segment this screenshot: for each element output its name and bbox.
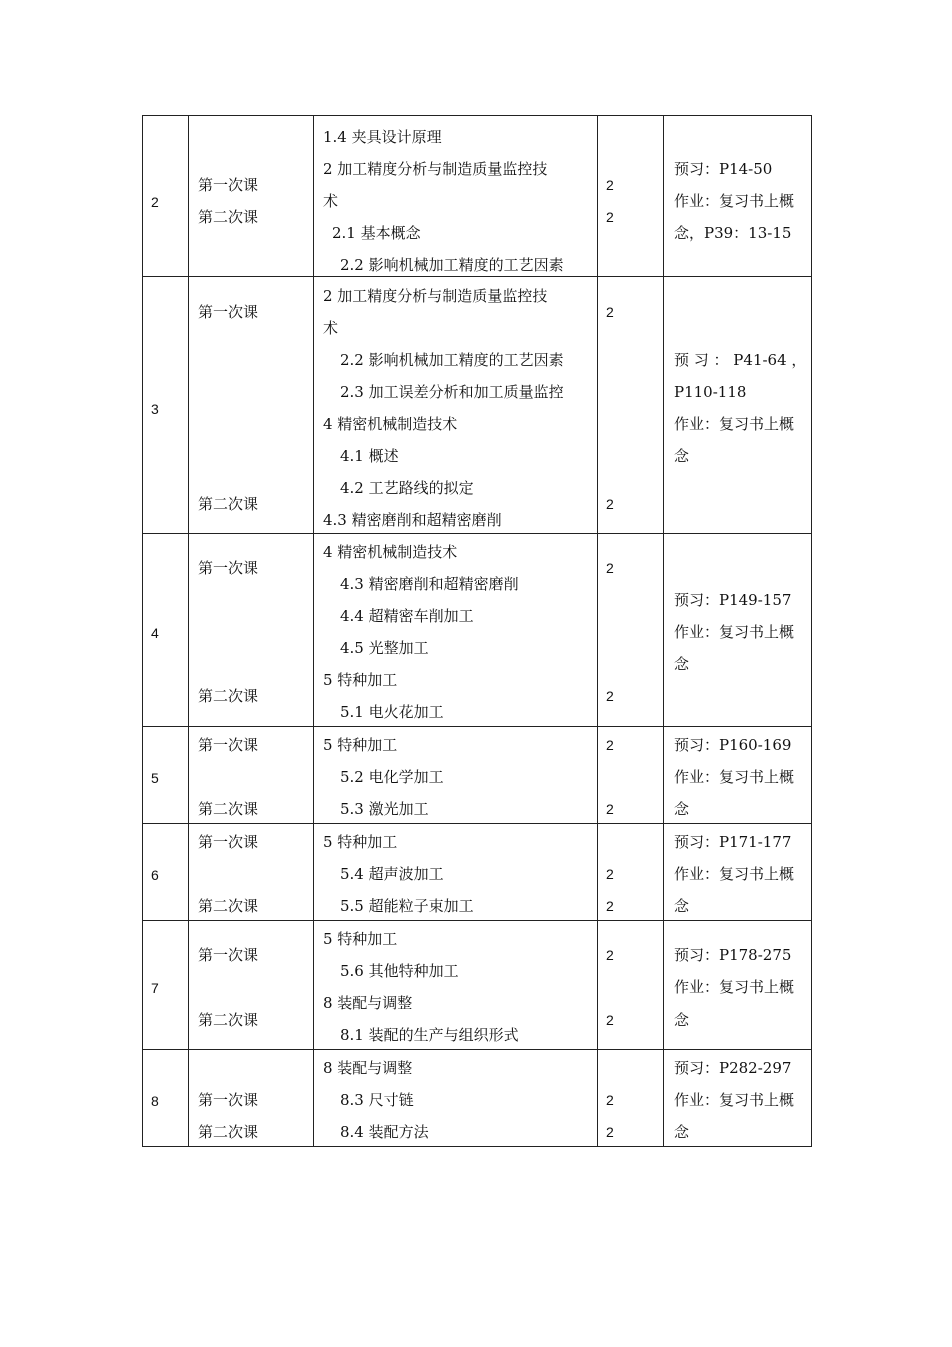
topic-line: 2.2 影响机械加工精度的工艺因素 [340, 351, 564, 369]
notes-line: 作业：复习书上概 [674, 768, 795, 786]
table-row [143, 921, 812, 1050]
hours-value: 2 [606, 801, 614, 817]
topic-line: 4.4 超精密车削加工 [340, 607, 474, 625]
notes-line: 念 [674, 447, 690, 465]
hours-value: 2 [606, 737, 614, 753]
session-label: 第二次课 [198, 800, 259, 818]
hours-cell [598, 1050, 664, 1147]
week-cell [143, 116, 189, 277]
week-number: 2 [151, 194, 159, 210]
week-cell [143, 727, 189, 824]
session-label: 第二次课 [198, 208, 259, 226]
table-row [143, 824, 812, 921]
hours-value: 2 [606, 688, 614, 704]
session-cell [189, 534, 314, 727]
session-label: 第一次课 [198, 1091, 259, 1109]
notes-line: 念 [674, 1123, 690, 1141]
topic-line: 5 特种加工 [323, 736, 398, 754]
table-row [143, 116, 812, 277]
hours-value: 2 [606, 947, 614, 963]
notes-cell [664, 277, 812, 534]
week-number: 5 [151, 770, 159, 786]
notes-line: 作业：复习书上概 [674, 865, 795, 883]
notes-line: 作业：复习书上概 [674, 192, 795, 210]
topic-line: 1.4 夹具设计原理 [323, 128, 442, 146]
notes-cell [664, 116, 812, 277]
hours-cell [598, 534, 664, 727]
hours-value: 2 [606, 1124, 614, 1140]
session-label: 第一次课 [198, 559, 259, 577]
hours-value: 2 [606, 866, 614, 882]
notes-line: 念 [674, 1011, 690, 1029]
topic-line: 8.3 尺寸链 [340, 1091, 414, 1109]
topic-line: 2 加工精度分析与制造质量监控技 [323, 160, 548, 178]
notes-cell [664, 1050, 812, 1147]
session-cell [189, 1050, 314, 1147]
notes-cell [664, 921, 812, 1050]
schedule-table [142, 115, 812, 1147]
topic-line: 5 特种加工 [323, 833, 398, 851]
notes-line: 预习：P160-169 [674, 736, 792, 754]
session-label: 第二次课 [198, 897, 259, 915]
notes-line: 作业：复习书上概 [674, 1091, 795, 1109]
notes-line: 作业：复习书上概 [674, 978, 795, 996]
session-cell [189, 116, 314, 277]
topic-line: 8 装配与调整 [323, 994, 413, 1012]
session-cell [189, 824, 314, 921]
notes-line: 念，P39：13-15 [674, 224, 792, 242]
hours-value: 2 [606, 560, 614, 576]
topic-line: 术 [323, 319, 339, 337]
session-label: 第一次课 [198, 833, 259, 851]
table-row [143, 727, 812, 824]
session-label: 第一次课 [198, 303, 259, 321]
session-label: 第一次课 [198, 176, 259, 194]
session-cell [189, 727, 314, 824]
notes-line: P110-118 [674, 383, 747, 401]
topic-line: 5 特种加工 [323, 930, 398, 948]
topic-line: 5.6 其他特种加工 [340, 962, 459, 980]
session-label: 第二次课 [198, 687, 259, 705]
topic-cell [314, 921, 598, 1050]
topic-line: 8.4 装配方法 [340, 1123, 429, 1141]
notes-line: 预习：P282-297 [674, 1059, 792, 1077]
week-number: 3 [151, 401, 159, 417]
topic-line: 5.3 激光加工 [340, 800, 429, 818]
session-label: 第二次课 [198, 1011, 259, 1029]
topic-line: 4.3 精密磨削和超精密磨削 [323, 511, 502, 529]
hours-cell [598, 727, 664, 824]
session-label: 第二次课 [198, 495, 259, 513]
session-cell [189, 921, 314, 1050]
hours-value: 2 [606, 898, 614, 914]
hours-cell [598, 824, 664, 921]
hours-value: 2 [606, 177, 614, 193]
session-label: 第一次课 [198, 736, 259, 754]
topic-line: 2.3 加工误差分析和加工质量监控 [340, 383, 564, 401]
topic-line: 5.1 电火花加工 [340, 703, 444, 721]
topic-line: 4.5 光整加工 [340, 639, 429, 657]
hours-cell [598, 116, 664, 277]
topic-cell [314, 727, 598, 824]
topic-line: 2 加工精度分析与制造质量监控技 [323, 287, 548, 305]
notes-line: 预习：P14-50 [674, 160, 773, 178]
topic-line: 2.1 基本概念 [332, 224, 421, 242]
topic-cell [314, 824, 598, 921]
topic-line: 5.5 超能粒子束加工 [340, 897, 474, 915]
hours-value: 2 [606, 209, 614, 225]
topic-line: 4.3 精密磨削和超精密磨削 [340, 575, 519, 593]
notes-line: 念 [674, 897, 690, 915]
topic-cell [314, 116, 598, 277]
notes-line: 预 习 ： P41-64 ， [674, 351, 807, 369]
topic-line: 8.1 装配的生产与组织形式 [340, 1026, 519, 1044]
notes-cell [664, 534, 812, 727]
topic-cell [314, 277, 598, 534]
topic-line: 4 精密机械制造技术 [323, 543, 458, 561]
topic-line: 4 精密机械制造技术 [323, 415, 458, 433]
topic-line: 4.2 工艺路线的拟定 [340, 479, 474, 497]
table-row [143, 534, 812, 727]
session-label: 第一次课 [198, 946, 259, 964]
topic-line: 5.2 电化学加工 [340, 768, 444, 786]
hours-value: 2 [606, 496, 614, 512]
notes-line: 念 [674, 655, 690, 673]
hours-value: 2 [606, 304, 614, 320]
week-cell [143, 534, 189, 727]
week-number: 8 [151, 1093, 159, 1109]
week-cell [143, 824, 189, 921]
topic-cell [314, 534, 598, 727]
topic-line: 8 装配与调整 [323, 1059, 413, 1077]
week-number: 7 [151, 980, 159, 996]
topic-line: 5 特种加工 [323, 671, 398, 689]
notes-line: 念 [674, 800, 690, 818]
notes-cell [664, 824, 812, 921]
week-number: 4 [151, 625, 159, 641]
hours-value: 2 [606, 1092, 614, 1108]
hours-value: 2 [606, 1012, 614, 1028]
session-label: 第二次课 [198, 1123, 259, 1141]
topic-line: 术 [323, 192, 339, 210]
notes-line: 作业：复习书上概 [674, 415, 795, 433]
notes-line: 作业：复习书上概 [674, 623, 795, 641]
notes-line: 预习：P149-157 [674, 591, 792, 609]
topic-line: 4.1 概述 [340, 447, 399, 465]
week-number: 6 [151, 867, 159, 883]
notes-line: 预习：P171-177 [674, 833, 792, 851]
hours-cell [598, 277, 664, 534]
table-row [143, 1050, 812, 1147]
topic-line: 5.4 超声波加工 [340, 865, 444, 883]
notes-line: 预习：P178-275 [674, 946, 792, 964]
week-cell [143, 921, 189, 1050]
session-cell [189, 277, 314, 534]
topic-cell [314, 1050, 598, 1147]
topic-line: 2.2 影响机械加工精度的工艺因素 [340, 256, 564, 274]
notes-cell [664, 727, 812, 824]
hours-cell [598, 921, 664, 1050]
week-cell [143, 277, 189, 534]
week-cell [143, 1050, 189, 1147]
table-row [143, 277, 812, 534]
